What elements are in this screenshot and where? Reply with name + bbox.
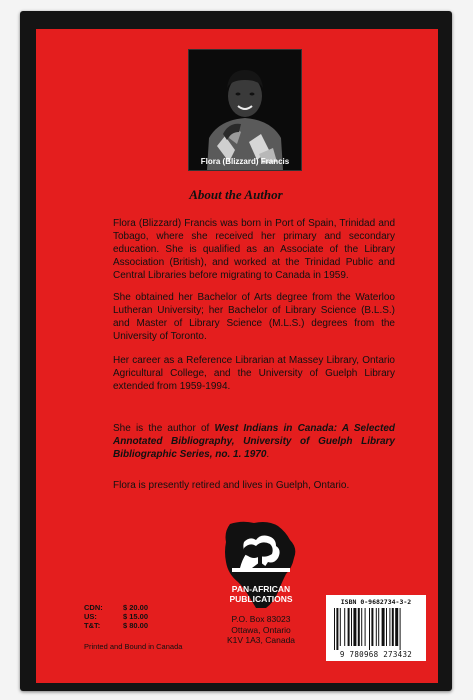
barcode-bar <box>353 608 356 646</box>
barcode-bar <box>400 608 401 650</box>
barcode-bar <box>348 608 350 646</box>
barcode-bar <box>351 608 352 646</box>
barcode-bar <box>340 608 341 646</box>
barcode-bar <box>361 608 362 646</box>
price-label: CDN: <box>84 603 103 612</box>
barcode-bar <box>365 608 366 646</box>
barcode-bar <box>382 608 385 646</box>
about-heading: About the Author <box>189 187 283 202</box>
barcode-bar <box>386 608 387 646</box>
address-line: K1V 1A3, Canada <box>226 635 296 645</box>
price-row <box>84 612 148 621</box>
price-value: $ 15.00 <box>122 612 148 621</box>
publisher-logo <box>220 518 302 610</box>
price-label: US: <box>84 612 97 621</box>
barcode-bar <box>378 608 379 646</box>
bio-paragraph-birth: Flora (Blizzard) Francis was born in Port of Spain, Trinidad and Tobago, where she received her primary and secondary education. She is qualified as an Associate of the Library Association (British), and worked at the Trinidad Public and Central Libraries before migrating to Canada in 1959. <box>113 218 395 282</box>
price-value: $ 20.00 <box>122 603 148 612</box>
bio-paragraph-retired: Flora is presently retired and lives in Guelph, Ontario. <box>113 480 350 491</box>
price-label: T&T: <box>84 621 101 630</box>
barcode-bar <box>344 608 345 646</box>
publication-prefix: She is the author of <box>113 423 215 434</box>
author-portrait-image <box>189 50 301 170</box>
barcode-bar <box>392 608 394 646</box>
barcode-number: 9 780968 273432 <box>339 650 413 659</box>
barcode-bar <box>336 608 338 650</box>
price-row <box>84 603 148 612</box>
author-photo <box>188 49 302 171</box>
printed-notice: Printed and Bound in Canada <box>84 642 183 651</box>
price-list <box>84 603 148 630</box>
book-back-cover <box>20 11 452 691</box>
address-line: P.O. Box 83023 <box>231 614 291 624</box>
barcode-bar <box>369 608 370 650</box>
barcode-bar <box>389 608 390 646</box>
publisher-address <box>212 614 310 646</box>
isbn-text: ISBN 0-9682734-3-2 <box>340 598 412 606</box>
barcode-icon <box>332 608 420 650</box>
publisher-line-2: PUBLICATIONS <box>229 594 293 604</box>
price-value: $ 80.00 <box>122 621 148 630</box>
barcode-bar <box>371 608 373 646</box>
address-line: Ottawa, Ontario <box>231 624 291 635</box>
publication-title: West Indians in Canada: A Selected Annotated Bibliography, University of Guelph Library Bibliographic Series, no. 1. 1970 <box>113 423 395 461</box>
barcode-bar <box>395 608 398 646</box>
price-row <box>84 621 148 630</box>
barcode-bar <box>358 608 360 646</box>
publication-suffix: . <box>266 449 270 461</box>
publisher-name <box>220 584 302 604</box>
photo-caption: Flora (Blizzard) Francis <box>200 157 290 166</box>
publisher-line-1: PAN-AFRICAN <box>231 584 291 594</box>
bio-paragraph-publication <box>113 422 395 461</box>
barcode-panel <box>326 595 426 661</box>
bio-paragraph-career: Her career as a Reference Librarian at Massey Library, Ontario Agricultural College, and the University of Guelph Library extended from 1959-1994. <box>113 355 395 393</box>
barcode-bar <box>334 608 335 650</box>
barcode-bar <box>376 608 377 646</box>
bio-paragraph-education: She obtained her Bachelor of Arts degree from the Waterloo Lutheran University; her Bachelor of Library Science (B.L.S.) and Master of Library Science (M.L.S.) degrees from the University of Toronto. <box>113 292 395 343</box>
